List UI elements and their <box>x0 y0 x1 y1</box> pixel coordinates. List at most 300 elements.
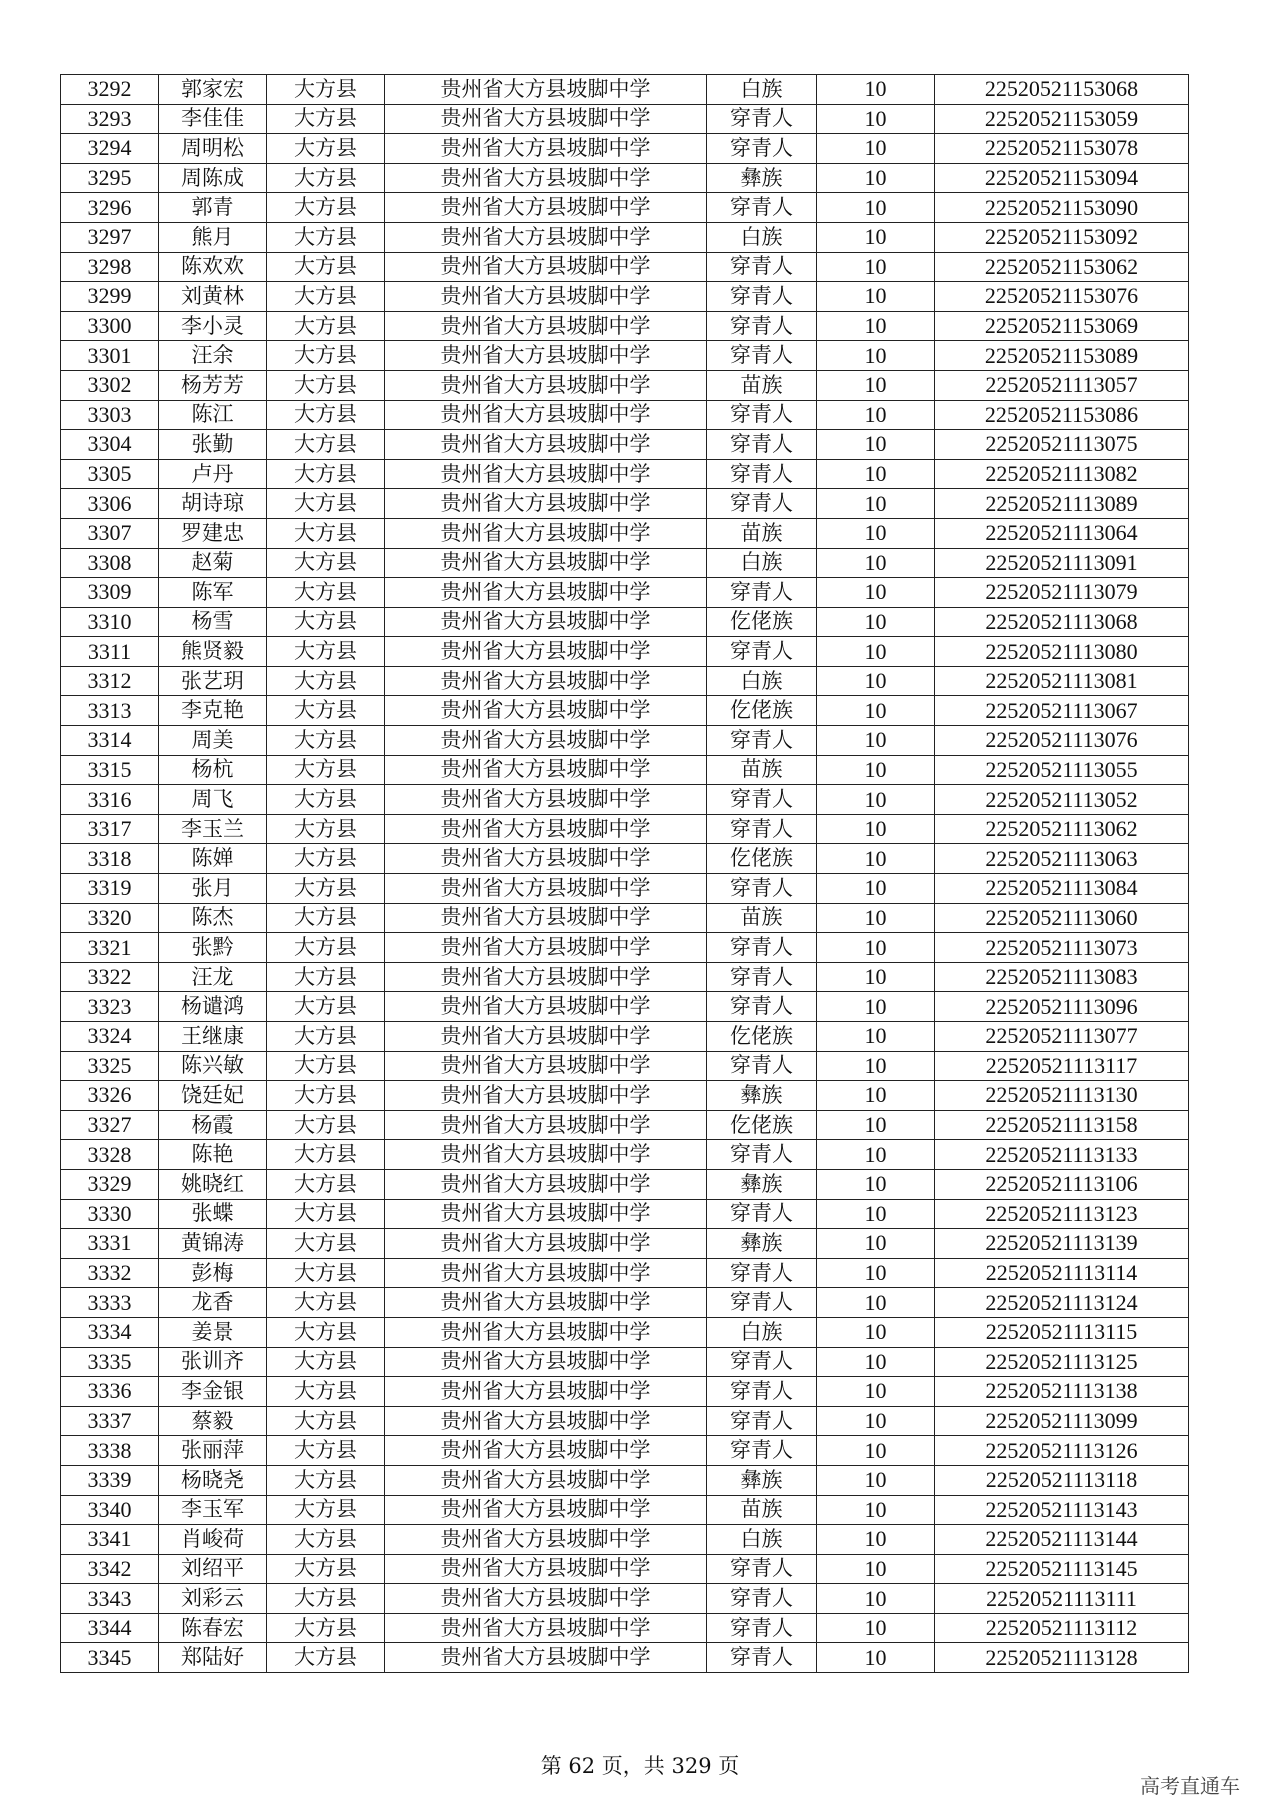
seq-cell: 3293 <box>61 104 159 134</box>
county-cell: 大方县 <box>267 193 385 223</box>
county-cell: 大方县 <box>267 607 385 637</box>
seq-cell: 3303 <box>61 400 159 430</box>
table-row <box>61 252 1189 282</box>
table-row <box>61 992 1189 1022</box>
seq-cell: 3299 <box>61 282 159 312</box>
exam-id-cell: 22520521113138 <box>935 1377 1189 1407</box>
exam-id-cell: 22520521113099 <box>935 1406 1189 1436</box>
school-cell: 贵州省大方县坡脚中学 <box>385 193 707 223</box>
school-cell: 贵州省大方县坡脚中学 <box>385 370 707 400</box>
table-row <box>61 193 1189 223</box>
points-cell: 10 <box>817 637 935 667</box>
name-cell: 刘黄林 <box>159 282 267 312</box>
ethnicity-cell: 穿青人 <box>707 400 817 430</box>
name-cell: 李玉兰 <box>159 814 267 844</box>
table-row <box>61 1081 1189 1111</box>
county-cell: 大方县 <box>267 1022 385 1052</box>
county-cell: 大方县 <box>267 578 385 608</box>
exam-id-cell: 22520521113084 <box>935 874 1189 904</box>
school-cell: 贵州省大方县坡脚中学 <box>385 341 707 371</box>
points-cell: 10 <box>817 518 935 548</box>
table-row <box>61 400 1189 430</box>
table-row <box>61 962 1189 992</box>
points-cell: 10 <box>817 75 935 105</box>
points-cell: 10 <box>817 726 935 756</box>
county-cell: 大方县 <box>267 1347 385 1377</box>
exam-id-cell: 22520521113158 <box>935 1110 1189 1140</box>
county-cell: 大方县 <box>267 75 385 105</box>
county-cell: 大方县 <box>267 1465 385 1495</box>
county-cell: 大方县 <box>267 459 385 489</box>
school-cell: 贵州省大方县坡脚中学 <box>385 666 707 696</box>
exam-id-cell: 22520521113125 <box>935 1347 1189 1377</box>
table-row <box>61 1643 1189 1673</box>
name-cell: 李金银 <box>159 1377 267 1407</box>
seq-cell: 3340 <box>61 1495 159 1525</box>
points-cell: 10 <box>817 1317 935 1347</box>
school-cell: 贵州省大方县坡脚中学 <box>385 814 707 844</box>
county-cell: 大方县 <box>267 1288 385 1318</box>
table-row <box>61 104 1189 134</box>
exam-id-cell: 22520521113117 <box>935 1051 1189 1081</box>
name-cell: 陈军 <box>159 578 267 608</box>
seq-cell: 3312 <box>61 666 159 696</box>
county-cell: 大方县 <box>267 1377 385 1407</box>
points-cell: 10 <box>817 578 935 608</box>
school-cell: 贵州省大方县坡脚中学 <box>385 1643 707 1673</box>
seq-cell: 3315 <box>61 755 159 785</box>
seq-cell: 3327 <box>61 1110 159 1140</box>
county-cell: 大方县 <box>267 1169 385 1199</box>
school-cell: 贵州省大方县坡脚中学 <box>385 1169 707 1199</box>
exam-id-cell: 22520521113143 <box>935 1495 1189 1525</box>
county-cell: 大方县 <box>267 341 385 371</box>
exam-id-cell: 22520521113057 <box>935 370 1189 400</box>
county-cell: 大方县 <box>267 548 385 578</box>
seq-cell: 3329 <box>61 1169 159 1199</box>
seq-cell: 3296 <box>61 193 159 223</box>
ethnicity-cell: 穿青人 <box>707 1377 817 1407</box>
county-cell: 大方县 <box>267 400 385 430</box>
seq-cell: 3319 <box>61 874 159 904</box>
name-cell: 姜景 <box>159 1317 267 1347</box>
seq-cell: 3301 <box>61 341 159 371</box>
name-cell: 彭梅 <box>159 1258 267 1288</box>
table-row <box>61 1169 1189 1199</box>
name-cell: 陈杰 <box>159 903 267 933</box>
table-row <box>61 1347 1189 1377</box>
seq-cell: 3314 <box>61 726 159 756</box>
school-cell: 贵州省大方县坡脚中学 <box>385 1584 707 1614</box>
county-cell: 大方县 <box>267 370 385 400</box>
exam-id-cell: 22520521113083 <box>935 962 1189 992</box>
county-cell: 大方县 <box>267 1554 385 1584</box>
county-cell: 大方县 <box>267 430 385 460</box>
county-cell: 大方县 <box>267 282 385 312</box>
school-cell: 贵州省大方县坡脚中学 <box>385 1258 707 1288</box>
name-cell: 黄锦涛 <box>159 1229 267 1259</box>
exam-id-cell: 22520521113133 <box>935 1140 1189 1170</box>
school-cell: 贵州省大方县坡脚中学 <box>385 1406 707 1436</box>
name-cell: 张艺玥 <box>159 666 267 696</box>
name-cell: 张月 <box>159 874 267 904</box>
ethnicity-cell: 穿青人 <box>707 933 817 963</box>
county-cell: 大方县 <box>267 1317 385 1347</box>
seq-cell: 3313 <box>61 696 159 726</box>
name-cell: 熊月 <box>159 222 267 252</box>
table-row <box>61 163 1189 193</box>
exam-id-cell: 22520521113124 <box>935 1288 1189 1318</box>
exam-id-cell: 22520521113052 <box>935 785 1189 815</box>
name-cell: 张训齐 <box>159 1347 267 1377</box>
exam-id-cell: 22520521113068 <box>935 607 1189 637</box>
seq-cell: 3326 <box>61 1081 159 1111</box>
county-cell: 大方县 <box>267 1613 385 1643</box>
school-cell: 贵州省大方县坡脚中学 <box>385 163 707 193</box>
ethnicity-cell: 穿青人 <box>707 104 817 134</box>
table-row <box>61 1495 1189 1525</box>
exam-id-cell: 22520521113118 <box>935 1465 1189 1495</box>
points-cell: 10 <box>817 1051 935 1081</box>
table-row <box>61 1465 1189 1495</box>
points-cell: 10 <box>817 193 935 223</box>
county-cell: 大方县 <box>267 903 385 933</box>
points-cell: 10 <box>817 400 935 430</box>
watermark-text: 高考直通车 <box>1140 1774 1240 1798</box>
school-cell: 贵州省大方县坡脚中学 <box>385 874 707 904</box>
county-cell: 大方县 <box>267 1495 385 1525</box>
points-cell: 10 <box>817 1258 935 1288</box>
name-cell: 杨晓尧 <box>159 1465 267 1495</box>
county-cell: 大方县 <box>267 933 385 963</box>
points-cell: 10 <box>817 1406 935 1436</box>
points-cell: 10 <box>817 282 935 312</box>
county-cell: 大方县 <box>267 1199 385 1229</box>
points-cell: 10 <box>817 755 935 785</box>
points-cell: 10 <box>817 430 935 460</box>
exam-id-cell: 22520521153094 <box>935 163 1189 193</box>
county-cell: 大方县 <box>267 874 385 904</box>
county-cell: 大方县 <box>267 1436 385 1466</box>
table-row <box>61 311 1189 341</box>
points-cell: 10 <box>817 1436 935 1466</box>
name-cell: 汪余 <box>159 341 267 371</box>
points-cell: 10 <box>817 607 935 637</box>
points-cell: 10 <box>817 1229 935 1259</box>
name-cell: 郭青 <box>159 193 267 223</box>
school-cell: 贵州省大方县坡脚中学 <box>385 726 707 756</box>
ethnicity-cell: 穿青人 <box>707 282 817 312</box>
ethnicity-cell: 穿青人 <box>707 489 817 519</box>
ethnicity-cell: 仡佬族 <box>707 1022 817 1052</box>
ethnicity-cell: 仡佬族 <box>707 607 817 637</box>
name-cell: 肖峻荷 <box>159 1525 267 1555</box>
ethnicity-cell: 白族 <box>707 1525 817 1555</box>
points-cell: 10 <box>817 252 935 282</box>
exam-id-cell: 22520521113081 <box>935 666 1189 696</box>
exam-id-cell: 22520521113089 <box>935 489 1189 519</box>
school-cell: 贵州省大方县坡脚中学 <box>385 1465 707 1495</box>
county-cell: 大方县 <box>267 992 385 1022</box>
exam-id-cell: 22520521113076 <box>935 726 1189 756</box>
points-cell: 10 <box>817 1081 935 1111</box>
ethnicity-cell: 穿青人 <box>707 1051 817 1081</box>
points-cell: 10 <box>817 1140 935 1170</box>
school-cell: 贵州省大方县坡脚中学 <box>385 1613 707 1643</box>
points-cell: 10 <box>817 1525 935 1555</box>
exam-id-cell: 22520521113144 <box>935 1525 1189 1555</box>
ethnicity-cell: 苗族 <box>707 370 817 400</box>
seq-cell: 3328 <box>61 1140 159 1170</box>
school-cell: 贵州省大方县坡脚中学 <box>385 578 707 608</box>
name-cell: 龙香 <box>159 1288 267 1318</box>
exam-id-cell: 22520521153062 <box>935 252 1189 282</box>
points-cell: 10 <box>817 785 935 815</box>
table-row <box>61 459 1189 489</box>
school-cell: 贵州省大方县坡脚中学 <box>385 1140 707 1170</box>
table-row <box>61 874 1189 904</box>
table-row <box>61 696 1189 726</box>
exam-id-cell: 22520521153086 <box>935 400 1189 430</box>
table-row <box>61 1317 1189 1347</box>
name-cell: 姚晓红 <box>159 1169 267 1199</box>
table-row <box>61 578 1189 608</box>
seq-cell: 3292 <box>61 75 159 105</box>
seq-cell: 3304 <box>61 430 159 460</box>
school-cell: 贵州省大方县坡脚中学 <box>385 992 707 1022</box>
points-cell: 10 <box>817 1110 935 1140</box>
ethnicity-cell: 彝族 <box>707 1229 817 1259</box>
exam-id-cell: 22520521113082 <box>935 459 1189 489</box>
seq-cell: 3341 <box>61 1525 159 1555</box>
exam-id-cell: 22520521153059 <box>935 104 1189 134</box>
table-row <box>61 607 1189 637</box>
county-cell: 大方县 <box>267 1229 385 1259</box>
county-cell: 大方县 <box>267 1525 385 1555</box>
table-row <box>61 1288 1189 1318</box>
table-row <box>61 1436 1189 1466</box>
school-cell: 贵州省大方县坡脚中学 <box>385 430 707 460</box>
school-cell: 贵州省大方县坡脚中学 <box>385 104 707 134</box>
exam-id-cell: 22520521113091 <box>935 548 1189 578</box>
table-row <box>61 785 1189 815</box>
points-cell: 10 <box>817 666 935 696</box>
school-cell: 贵州省大方县坡脚中学 <box>385 1317 707 1347</box>
ethnicity-cell: 穿青人 <box>707 726 817 756</box>
ethnicity-cell: 穿青人 <box>707 814 817 844</box>
table-row <box>61 1613 1189 1643</box>
ethnicity-cell: 穿青人 <box>707 1406 817 1436</box>
school-cell: 贵州省大方县坡脚中学 <box>385 1081 707 1111</box>
roster-table <box>60 74 1189 1673</box>
name-cell: 杨芳芳 <box>159 370 267 400</box>
points-cell: 10 <box>817 548 935 578</box>
school-cell: 贵州省大方县坡脚中学 <box>385 785 707 815</box>
ethnicity-cell: 穿青人 <box>707 134 817 164</box>
exam-id-cell: 22520521113123 <box>935 1199 1189 1229</box>
seq-cell: 3321 <box>61 933 159 963</box>
seq-cell: 3310 <box>61 607 159 637</box>
points-cell: 10 <box>817 1347 935 1377</box>
points-cell: 10 <box>817 311 935 341</box>
county-cell: 大方县 <box>267 104 385 134</box>
seq-cell: 3334 <box>61 1317 159 1347</box>
exam-id-cell: 22520521153076 <box>935 282 1189 312</box>
school-cell: 贵州省大方县坡脚中学 <box>385 1554 707 1584</box>
table-row <box>61 726 1189 756</box>
seq-cell: 3300 <box>61 311 159 341</box>
table-row <box>61 933 1189 963</box>
school-cell: 贵州省大方县坡脚中学 <box>385 1022 707 1052</box>
seq-cell: 3316 <box>61 785 159 815</box>
seq-cell: 3306 <box>61 489 159 519</box>
seq-cell: 3311 <box>61 637 159 667</box>
ethnicity-cell: 穿青人 <box>707 874 817 904</box>
name-cell: 周飞 <box>159 785 267 815</box>
name-cell: 陈江 <box>159 400 267 430</box>
table-row <box>61 1110 1189 1140</box>
points-cell: 10 <box>817 696 935 726</box>
ethnicity-cell: 穿青人 <box>707 459 817 489</box>
exam-id-cell: 22520521113139 <box>935 1229 1189 1259</box>
county-cell: 大方县 <box>267 1051 385 1081</box>
exam-id-cell: 22520521113075 <box>935 430 1189 460</box>
seq-cell: 3345 <box>61 1643 159 1673</box>
points-cell: 10 <box>817 962 935 992</box>
table-row <box>61 814 1189 844</box>
ethnicity-cell: 仡佬族 <box>707 696 817 726</box>
points-cell: 10 <box>817 874 935 904</box>
county-cell: 大方县 <box>267 666 385 696</box>
points-cell: 10 <box>817 1199 935 1229</box>
table-row <box>61 518 1189 548</box>
seq-cell: 3320 <box>61 903 159 933</box>
school-cell: 贵州省大方县坡脚中学 <box>385 1288 707 1318</box>
table-row <box>61 430 1189 460</box>
table-row <box>61 666 1189 696</box>
county-cell: 大方县 <box>267 637 385 667</box>
county-cell: 大方县 <box>267 1258 385 1288</box>
school-cell: 贵州省大方县坡脚中学 <box>385 1051 707 1081</box>
ethnicity-cell: 穿青人 <box>707 962 817 992</box>
ethnicity-cell: 穿青人 <box>707 637 817 667</box>
page-footer: 第 62 页，共 329 页 <box>540 1754 740 1778</box>
points-cell: 10 <box>817 933 935 963</box>
county-cell: 大方县 <box>267 252 385 282</box>
points-cell: 10 <box>817 104 935 134</box>
seq-cell: 3343 <box>61 1584 159 1614</box>
school-cell: 贵州省大方县坡脚中学 <box>385 903 707 933</box>
school-cell: 贵州省大方县坡脚中学 <box>385 933 707 963</box>
exam-id-cell: 22520521113080 <box>935 637 1189 667</box>
ethnicity-cell: 白族 <box>707 666 817 696</box>
ethnicity-cell: 白族 <box>707 75 817 105</box>
county-cell: 大方县 <box>267 311 385 341</box>
school-cell: 贵州省大方县坡脚中学 <box>385 311 707 341</box>
table-row <box>61 1022 1189 1052</box>
ethnicity-cell: 苗族 <box>707 903 817 933</box>
roster-sheet <box>60 74 1188 1730</box>
points-cell: 10 <box>817 1288 935 1318</box>
exam-id-cell: 22520521113077 <box>935 1022 1189 1052</box>
name-cell: 罗建忠 <box>159 518 267 548</box>
school-cell: 贵州省大方县坡脚中学 <box>385 252 707 282</box>
county-cell: 大方县 <box>267 1643 385 1673</box>
table-row <box>61 134 1189 164</box>
county-cell: 大方县 <box>267 222 385 252</box>
school-cell: 贵州省大方县坡脚中学 <box>385 518 707 548</box>
exam-id-cell: 22520521113112 <box>935 1613 1189 1643</box>
points-cell: 10 <box>817 903 935 933</box>
ethnicity-cell: 穿青人 <box>707 1288 817 1318</box>
name-cell: 杨杭 <box>159 755 267 785</box>
ethnicity-cell: 穿青人 <box>707 430 817 460</box>
name-cell: 李小灵 <box>159 311 267 341</box>
seq-cell: 3308 <box>61 548 159 578</box>
name-cell: 陈婵 <box>159 844 267 874</box>
school-cell: 贵州省大方县坡脚中学 <box>385 1229 707 1259</box>
name-cell: 刘彩云 <box>159 1584 267 1614</box>
exam-id-cell: 22520521113060 <box>935 903 1189 933</box>
name-cell: 周美 <box>159 726 267 756</box>
points-cell: 10 <box>817 134 935 164</box>
table-row <box>61 1229 1189 1259</box>
exam-id-cell: 22520521153089 <box>935 341 1189 371</box>
name-cell: 李克艳 <box>159 696 267 726</box>
points-cell: 10 <box>817 1643 935 1673</box>
name-cell: 陈兴敏 <box>159 1051 267 1081</box>
county-cell: 大方县 <box>267 1081 385 1111</box>
ethnicity-cell: 穿青人 <box>707 1584 817 1614</box>
seq-cell: 3298 <box>61 252 159 282</box>
table-row <box>61 1554 1189 1584</box>
exam-id-cell: 22520521113079 <box>935 578 1189 608</box>
seq-cell: 3332 <box>61 1258 159 1288</box>
exam-id-cell: 22520521153068 <box>935 75 1189 105</box>
school-cell: 贵州省大方县坡脚中学 <box>385 222 707 252</box>
school-cell: 贵州省大方县坡脚中学 <box>385 1495 707 1525</box>
table-row <box>61 1525 1189 1555</box>
county-cell: 大方县 <box>267 134 385 164</box>
ethnicity-cell: 穿青人 <box>707 1140 817 1170</box>
school-cell: 贵州省大方县坡脚中学 <box>385 459 707 489</box>
table-row <box>61 489 1189 519</box>
seq-cell: 3342 <box>61 1554 159 1584</box>
table-row <box>61 341 1189 371</box>
county-cell: 大方县 <box>267 1110 385 1140</box>
school-cell: 贵州省大方县坡脚中学 <box>385 1347 707 1377</box>
points-cell: 10 <box>817 1554 935 1584</box>
points-cell: 10 <box>817 1584 935 1614</box>
exam-id-cell: 22520521113114 <box>935 1258 1189 1288</box>
school-cell: 贵州省大方县坡脚中学 <box>385 1110 707 1140</box>
table-row <box>61 755 1189 785</box>
exam-id-cell: 22520521153069 <box>935 311 1189 341</box>
ethnicity-cell: 穿青人 <box>707 1643 817 1673</box>
table-row <box>61 1051 1189 1081</box>
ethnicity-cell: 彝族 <box>707 1465 817 1495</box>
county-cell: 大方县 <box>267 696 385 726</box>
county-cell: 大方县 <box>267 1140 385 1170</box>
name-cell: 郑陆好 <box>159 1643 267 1673</box>
ethnicity-cell: 穿青人 <box>707 341 817 371</box>
table-row <box>61 844 1189 874</box>
ethnicity-cell: 苗族 <box>707 755 817 785</box>
points-cell: 10 <box>817 341 935 371</box>
school-cell: 贵州省大方县坡脚中学 <box>385 548 707 578</box>
seq-cell: 3338 <box>61 1436 159 1466</box>
county-cell: 大方县 <box>267 785 385 815</box>
